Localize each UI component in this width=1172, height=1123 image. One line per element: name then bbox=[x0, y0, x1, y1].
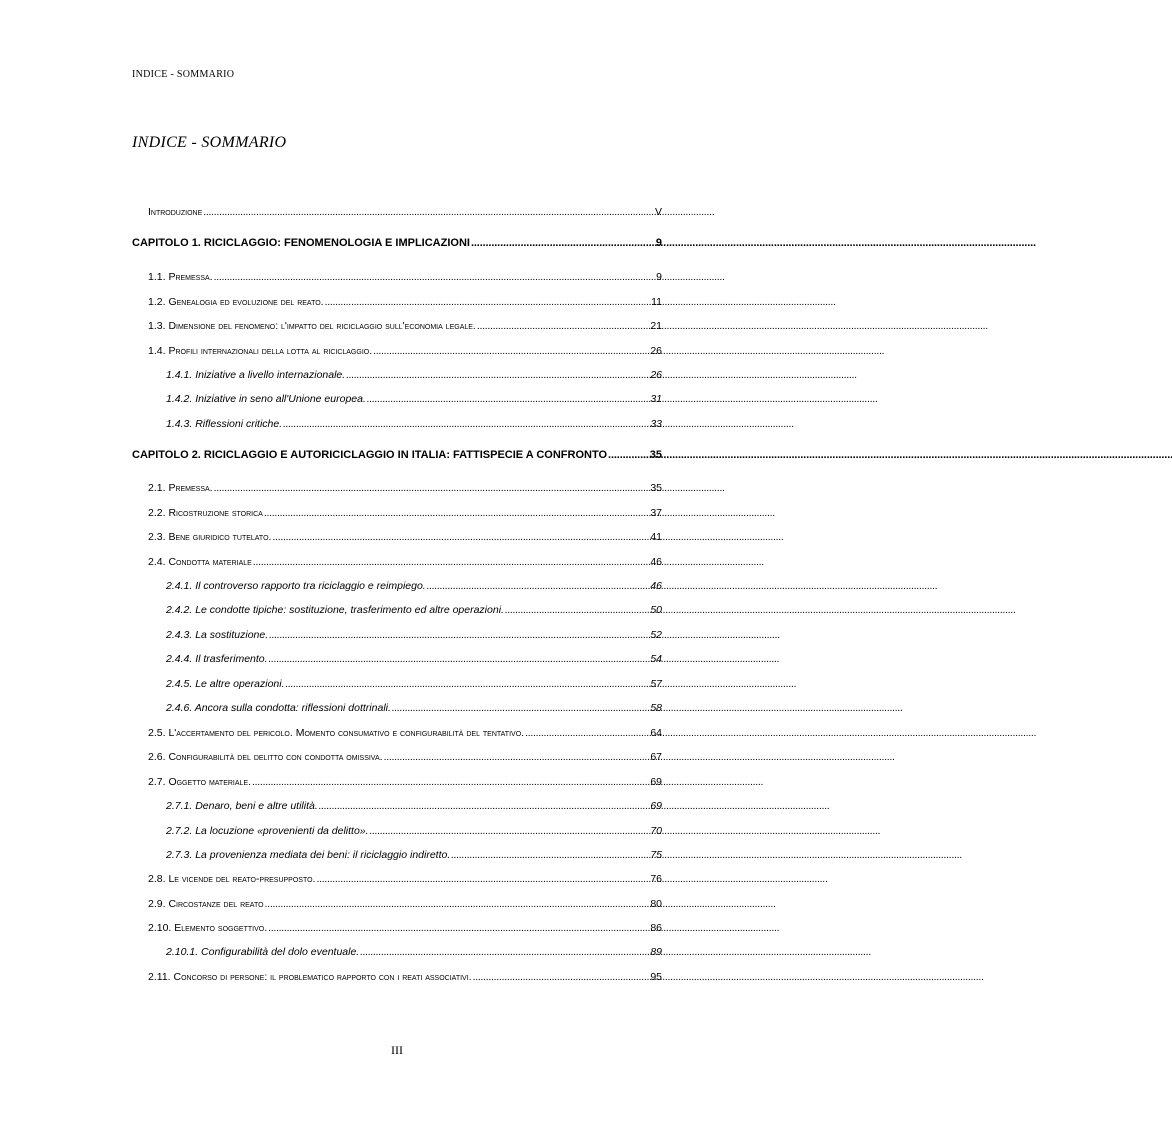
dot-leader bbox=[253, 556, 650, 568]
toc-entry[interactable] bbox=[166, 393, 662, 405]
toc-entry-label: CAPITOLO 1. RICICLAGGIO: FENOMENOLOGIA E IMPLICAZIONI bbox=[132, 237, 470, 249]
toc-entry-label bbox=[148, 898, 264, 910]
toc-entry-page: 11 bbox=[651, 296, 662, 308]
dot-leader bbox=[283, 418, 649, 430]
dot-leader bbox=[427, 580, 650, 592]
toc-entry-page: 26 bbox=[650, 369, 662, 381]
toc-entry-page: 46 bbox=[650, 580, 662, 592]
toc-entry[interactable] bbox=[148, 971, 662, 983]
toc-entry-number: 2.3. bbox=[148, 531, 166, 543]
toc-entry-label: 2.7.3. La provenienza mediata dei beni: il riciclaggio indiretto. bbox=[166, 849, 451, 861]
toc-entry-number: 2.7. bbox=[148, 776, 166, 788]
toc-entry[interactable] bbox=[148, 727, 662, 739]
toc-entry-page: 50 bbox=[650, 604, 662, 616]
toc-entry-number: 2.1. bbox=[148, 482, 166, 494]
toc-entry-label bbox=[148, 556, 252, 568]
toc-entry-number: 2.6. bbox=[148, 751, 166, 763]
toc-entry-page: 31 bbox=[650, 393, 662, 405]
toc-entry-page: 75 bbox=[650, 849, 662, 861]
toc-entry-title: Ricostruzione storica bbox=[168, 507, 263, 519]
dot-leader bbox=[268, 922, 649, 934]
toc-entry[interactable] bbox=[148, 751, 662, 763]
toc-entry-title: Premessa. bbox=[168, 271, 213, 283]
toc-entry-title: Elemento soggettivo. bbox=[174, 922, 268, 934]
toc-entry[interactable] bbox=[132, 449, 662, 461]
toc-entry-page: 46 bbox=[650, 556, 662, 568]
toc-entry[interactable] bbox=[166, 825, 662, 837]
toc-entry-title: Premessa. bbox=[168, 482, 213, 494]
toc-entry-page: 67 bbox=[650, 751, 662, 763]
dot-leader bbox=[451, 849, 649, 861]
toc-entry-label bbox=[148, 531, 271, 543]
toc-entry[interactable] bbox=[166, 702, 662, 714]
dot-leader bbox=[608, 449, 649, 461]
toc-entry-page: 35 bbox=[649, 449, 662, 461]
dot-leader bbox=[384, 751, 650, 763]
toc-entry[interactable] bbox=[148, 296, 662, 308]
dot-leader bbox=[286, 678, 650, 690]
toc-entry[interactable] bbox=[148, 531, 662, 543]
toc-entry-label bbox=[148, 971, 472, 983]
toc-entry-label bbox=[148, 271, 213, 283]
toc-entry-number: 2.8. bbox=[148, 873, 166, 885]
toc-entry[interactable] bbox=[148, 556, 662, 568]
toc-entry[interactable] bbox=[166, 629, 662, 641]
dot-leader bbox=[392, 702, 649, 714]
toc-entry-label: 2.4.1. Il controverso rapporto tra riciclaggio e reimpiego. bbox=[166, 580, 426, 592]
toc-entry-number: 1.3. bbox=[148, 320, 166, 332]
dot-leader bbox=[360, 946, 649, 958]
toc-entry-title: Condotta materiale bbox=[168, 556, 252, 568]
toc-entry-title: Genealogia ed evoluzione del reato. bbox=[168, 296, 324, 308]
toc-entry-title: Profili internazionali della lotta al riciclaggio. bbox=[168, 345, 373, 357]
dot-leader bbox=[367, 393, 649, 405]
toc-entry-page: 41 bbox=[650, 531, 662, 543]
dot-leader bbox=[477, 320, 649, 332]
toc-entry-page: 76 bbox=[650, 873, 662, 885]
toc-entry-page: 89 bbox=[650, 946, 662, 958]
toc-entry-number: 2.2. bbox=[148, 507, 166, 519]
toc-entry[interactable] bbox=[166, 418, 662, 430]
toc-entry-number: 2.10. bbox=[148, 922, 172, 934]
toc-entry-page: 86 bbox=[650, 922, 662, 934]
toc-entry[interactable] bbox=[148, 922, 662, 934]
toc-entry-number: 2.11. bbox=[148, 971, 171, 983]
dot-leader bbox=[471, 237, 655, 249]
toc-entry-label bbox=[148, 320, 476, 332]
dot-leader bbox=[214, 482, 650, 494]
toc-entry-number: 2.9. bbox=[148, 898, 166, 910]
toc-entry-label: 1.4.1. Iniziative a livello internazionale. bbox=[166, 369, 346, 381]
dot-leader bbox=[214, 271, 656, 283]
dot-leader bbox=[373, 345, 649, 357]
toc-entry-title: Dimensione del fenomeno: l'impatto del riciclaggio sull'economia legale. bbox=[168, 320, 476, 332]
toc-entry-label bbox=[148, 482, 213, 494]
toc-entry-title: Concorso di persone: il problematico rapporto con i reati associativi. bbox=[173, 971, 472, 983]
toc-entry[interactable] bbox=[148, 345, 662, 357]
toc-entry[interactable] bbox=[148, 271, 662, 283]
toc-entry-title: L'accertamento del pericolo. Momento consumativo e configurabilità del tentativo. bbox=[168, 727, 525, 739]
toc-entry-number: 1.2. bbox=[148, 296, 166, 308]
toc-entry[interactable] bbox=[166, 800, 662, 812]
toc-entry-page: 57 bbox=[650, 678, 662, 690]
toc-entry-label: Introduzione bbox=[148, 206, 203, 218]
dot-leader bbox=[505, 604, 649, 616]
toc-entry[interactable] bbox=[166, 653, 662, 665]
toc-entry-label bbox=[148, 296, 324, 308]
toc-entry-page: 26 bbox=[650, 345, 662, 357]
dot-leader bbox=[325, 296, 651, 308]
toc-entry-label: 2.4.4. Il trasferimento. bbox=[166, 653, 268, 665]
dot-leader bbox=[319, 800, 650, 812]
toc-entry-number: 1.4. bbox=[148, 345, 166, 357]
toc-entry-label bbox=[148, 345, 372, 357]
toc-entry-page: 64 bbox=[650, 727, 662, 739]
toc-entry[interactable] bbox=[166, 678, 662, 690]
toc-entry[interactable] bbox=[166, 849, 662, 861]
toc-entry[interactable] bbox=[148, 873, 662, 885]
toc-entry-label: 2.4.5. Le altre operazioni. bbox=[166, 678, 285, 690]
dot-leader bbox=[316, 873, 649, 885]
toc-entry-title: Configurabilità del delitto con condotta omissiva. bbox=[168, 751, 383, 763]
toc-entry-page: 35 bbox=[650, 482, 662, 494]
dot-leader bbox=[370, 825, 650, 837]
toc-entry-page: 70 bbox=[650, 825, 662, 837]
toc-entry-number: 2.5. bbox=[148, 727, 166, 739]
dot-leader bbox=[269, 629, 649, 641]
dot-leader bbox=[346, 369, 649, 381]
toc-entry[interactable] bbox=[148, 206, 662, 218]
dot-leader bbox=[272, 531, 649, 543]
toc-entry[interactable] bbox=[148, 482, 662, 494]
toc-entry-label: CAPITOLO 2. RICICLAGGIO E AUTORICICLAGGIO IN ITALIA: FATTISPECIE A CONFRONTO bbox=[132, 449, 608, 461]
toc-entry[interactable] bbox=[166, 604, 662, 616]
toc-entry-label bbox=[148, 507, 263, 519]
dot-leader bbox=[525, 727, 649, 739]
toc-entry-label: 2.4.6. Ancora sulla condotta: riflessioni dottrinali. bbox=[166, 702, 391, 714]
toc-entry-page: 52 bbox=[650, 629, 662, 641]
toc-entry-label bbox=[148, 873, 315, 885]
toc-entry-label bbox=[148, 776, 251, 788]
toc-entry-label: 2.7.1. Denaro, beni e altre utilità. bbox=[166, 800, 318, 812]
toc-entry-title: Oggetto materiale. bbox=[168, 776, 252, 788]
toc-entry-page: 9 bbox=[655, 237, 662, 249]
toc-entry-page: V bbox=[654, 206, 662, 218]
toc-entry-page: 80 bbox=[650, 898, 662, 910]
dot-leader bbox=[265, 898, 650, 910]
toc-entry-title: Circostanze del reato bbox=[168, 898, 264, 910]
toc-entry[interactable] bbox=[148, 776, 662, 788]
toc-entry[interactable] bbox=[148, 898, 662, 910]
toc-entry-label: 1.4.3. Riflessioni critiche. bbox=[166, 418, 283, 430]
toc-entry-page: 37 bbox=[650, 507, 662, 519]
toc-entry-label: 2.10.1. Configurabilità del dolo eventuale. bbox=[166, 946, 360, 958]
toc-entry-label: 2.7.2. La locuzione «provenienti da delitto». bbox=[166, 825, 369, 837]
dot-leader bbox=[473, 971, 650, 983]
page-number: III bbox=[391, 1043, 403, 1057]
toc-entry[interactable] bbox=[166, 580, 662, 592]
dot-leader bbox=[252, 776, 649, 788]
toc-entry-page: 21 bbox=[650, 320, 662, 332]
toc-entry[interactable] bbox=[132, 237, 662, 249]
toc-entry-number: 1.1. bbox=[148, 271, 166, 283]
running-header: INDICE - SOMMARIO bbox=[132, 69, 235, 80]
dot-leader bbox=[203, 206, 654, 218]
toc-entry-label: 2.4.3. La sostituzione. bbox=[166, 629, 269, 641]
toc-entry[interactable] bbox=[166, 946, 662, 958]
dot-leader bbox=[264, 507, 649, 519]
page-title: INDICE - SOMMARIO bbox=[132, 134, 287, 151]
toc-entry[interactable] bbox=[148, 507, 662, 519]
toc-entry-page: 9 bbox=[656, 271, 662, 283]
toc-entry-label: 2.4.2. Le condotte tipiche: sostituzione, trasferimento ed altre operazioni. bbox=[166, 604, 504, 616]
toc-entry-label bbox=[148, 751, 383, 763]
toc-entry-number: 2.4. bbox=[148, 556, 166, 568]
toc-entry-page: 54 bbox=[650, 653, 662, 665]
toc-entry-label: 1.4.2. Iniziative in seno all'Unione europea. bbox=[166, 393, 366, 405]
toc-entry-title: Bene giuridico tutelato. bbox=[168, 531, 272, 543]
toc-entry-page: 58 bbox=[650, 702, 662, 714]
toc-entry-page: 33 bbox=[650, 418, 662, 430]
toc-entry-title: Le vicende del reato-presupposto. bbox=[168, 873, 316, 885]
toc-entry-page: 69 bbox=[650, 800, 662, 812]
toc-entry-page: 69 bbox=[650, 776, 662, 788]
toc-entry[interactable] bbox=[148, 320, 662, 332]
toc-entry-page: 95 bbox=[650, 971, 662, 983]
toc-entry-label bbox=[148, 727, 524, 739]
toc-entry[interactable] bbox=[166, 369, 662, 381]
toc-entry-label bbox=[148, 922, 267, 934]
dot-leader bbox=[269, 653, 650, 665]
